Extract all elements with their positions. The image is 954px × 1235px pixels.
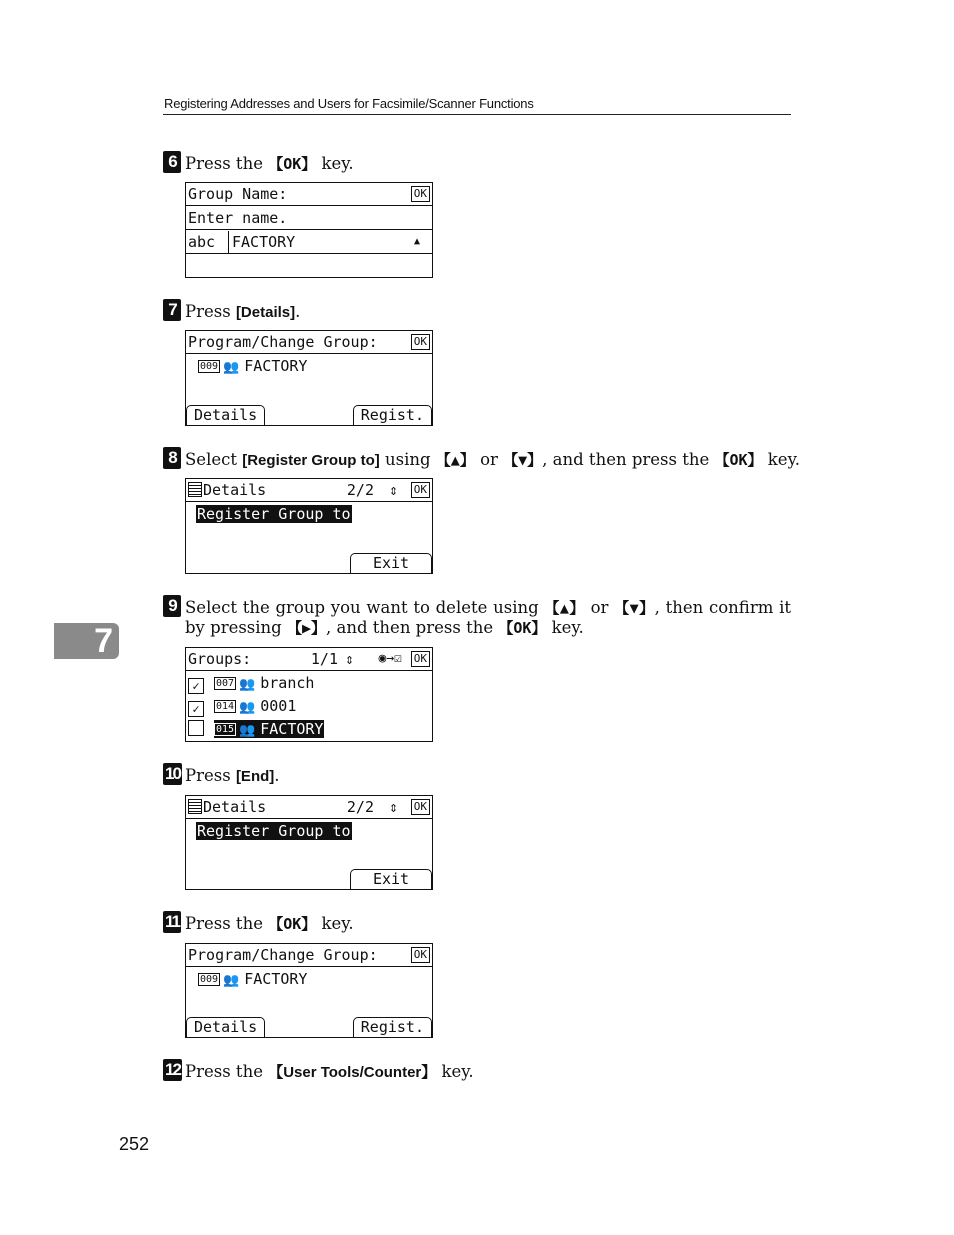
regist-button[interactable]: Regist. — [353, 1017, 432, 1037]
up-down-arrow-icon: ⇕ — [388, 481, 398, 499]
step-number: 8 — [163, 447, 181, 469]
group-name: FACTORY — [244, 970, 308, 988]
step-6: 6 Press the 【OK】 key. — [163, 154, 803, 174]
group-people-icon: 👥 — [239, 700, 256, 715]
up-down-arrow-icon: ⇕ — [344, 650, 354, 668]
chapter-number: 7 — [94, 622, 113, 660]
user-tools-counter-key: 【User Tools/Counter】 — [268, 1064, 437, 1081]
group-people-icon: 👥 — [223, 973, 240, 988]
step-10: 10 Press [End]. — [165, 764, 280, 785]
register-group-to-item[interactable]: Register Group to — [197, 505, 351, 523]
group-name: FACTORY — [244, 357, 308, 375]
up-down-arrow-icon: ⇕ — [388, 798, 398, 816]
list-item[interactable] — [186, 695, 432, 717]
checkbox[interactable]: ✓ — [188, 701, 204, 717]
step-11: 11 Press the 【OK】 key. — [165, 912, 354, 933]
ok-button[interactable]: OK — [411, 186, 430, 202]
checkbox[interactable]: ✓ — [188, 678, 204, 694]
step-8: 8 Select [Register Group to] using 【▲】 or 【▼】, and then press the 【OK】 key. — [163, 450, 803, 471]
lcd-details-1: Details 2/2 ⇕ OK Register Group to Exit — [185, 478, 433, 574]
page-number: 252 — [119, 1134, 150, 1154]
document-list-icon — [188, 482, 202, 497]
step-number: 7 — [163, 299, 181, 321]
input-mode[interactable]: abc — [188, 233, 216, 251]
exit-button[interactable]: Exit — [350, 869, 432, 889]
group-number: 015 — [216, 724, 235, 735]
ok-key: 【OK】 — [268, 155, 317, 173]
group-name: FACTORY — [260, 720, 324, 738]
end-label: [End] — [235, 768, 275, 785]
ok-key: 【OK】 — [268, 915, 317, 933]
group-people-icon: 👥 — [239, 723, 256, 738]
lcd-program-change-1: Program/Change Group: OK 009 👥 FACTORY Details Regist. — [185, 330, 433, 426]
regist-button[interactable]: Regist. — [353, 405, 432, 425]
group-number: 007 — [216, 678, 235, 689]
list-item[interactable] — [186, 718, 432, 740]
lcd-groups: Groups: 1/1 ⇕ ◉→☑ OK ✓ 007 👥 branch ✓ 014 👥 0001 015 👥 FACTORY — [185, 647, 433, 742]
checkbox[interactable] — [188, 720, 204, 736]
step-number: 10 — [165, 764, 180, 783]
step-12: 12 Press the 【User Tools/Counter】 key. — [165, 1060, 474, 1081]
ok-button[interactable]: OK — [411, 482, 430, 498]
details-label: [Details] — [235, 304, 296, 321]
step-number: 12 — [165, 1060, 180, 1079]
step-number: 6 — [163, 151, 181, 173]
step-number: 11 — [163, 911, 181, 933]
group-people-icon: 👥 — [223, 360, 240, 375]
step-9: 9 Select the group you want to delete using 【▲】 or 【▼】, then confirm it by pressing 【▶】, and then press the 【OK】 key. — [163, 598, 791, 638]
details-button[interactable]: Details — [186, 1017, 265, 1037]
lcd-group-name: Group Name: OK Enter name. abc FACTORY ▲ — [185, 182, 433, 278]
ok-button[interactable]: OK — [411, 799, 430, 815]
group-number: 009 — [200, 974, 219, 985]
group-name: branch — [260, 674, 315, 692]
ok-button[interactable]: OK — [411, 947, 430, 963]
list-item[interactable] — [186, 672, 432, 694]
group-people-icon: 👥 — [239, 677, 256, 692]
group-number: 014 — [216, 701, 235, 712]
cursor-icon: ▲ — [413, 236, 420, 247]
lcd-details-2: Details 2/2 ⇕ OK Register Group to Exit — [185, 795, 433, 890]
chapter-tab — [54, 623, 119, 659]
header-rule — [163, 114, 791, 115]
details-button[interactable]: Details — [186, 405, 265, 425]
ok-button[interactable]: OK — [411, 651, 430, 667]
group-name: 0001 — [260, 697, 297, 715]
select-confirm-icon: ◉→☑ — [378, 651, 402, 666]
ok-button[interactable]: OK — [411, 334, 430, 350]
page-indicator: 2/2 — [346, 481, 374, 499]
running-head: Registering Addresses and Users for Facsimile/Scanner Functions — [164, 96, 534, 111]
exit-button[interactable]: Exit — [350, 553, 432, 573]
group-number: 009 — [200, 361, 219, 372]
name-input[interactable]: FACTORY — [228, 231, 295, 253]
page-indicator: 2/2 — [346, 798, 374, 816]
step-number: 9 — [163, 595, 181, 617]
document-list-icon — [188, 799, 202, 814]
lcd-program-change-2: Program/Change Group: OK 009 👥 FACTORY Details Regist. — [185, 943, 433, 1038]
register-group-to-item[interactable]: Register Group to — [197, 822, 351, 840]
step-7: 7 Press [Details]. — [163, 302, 803, 323]
page-indicator: 1/1 — [310, 650, 338, 668]
